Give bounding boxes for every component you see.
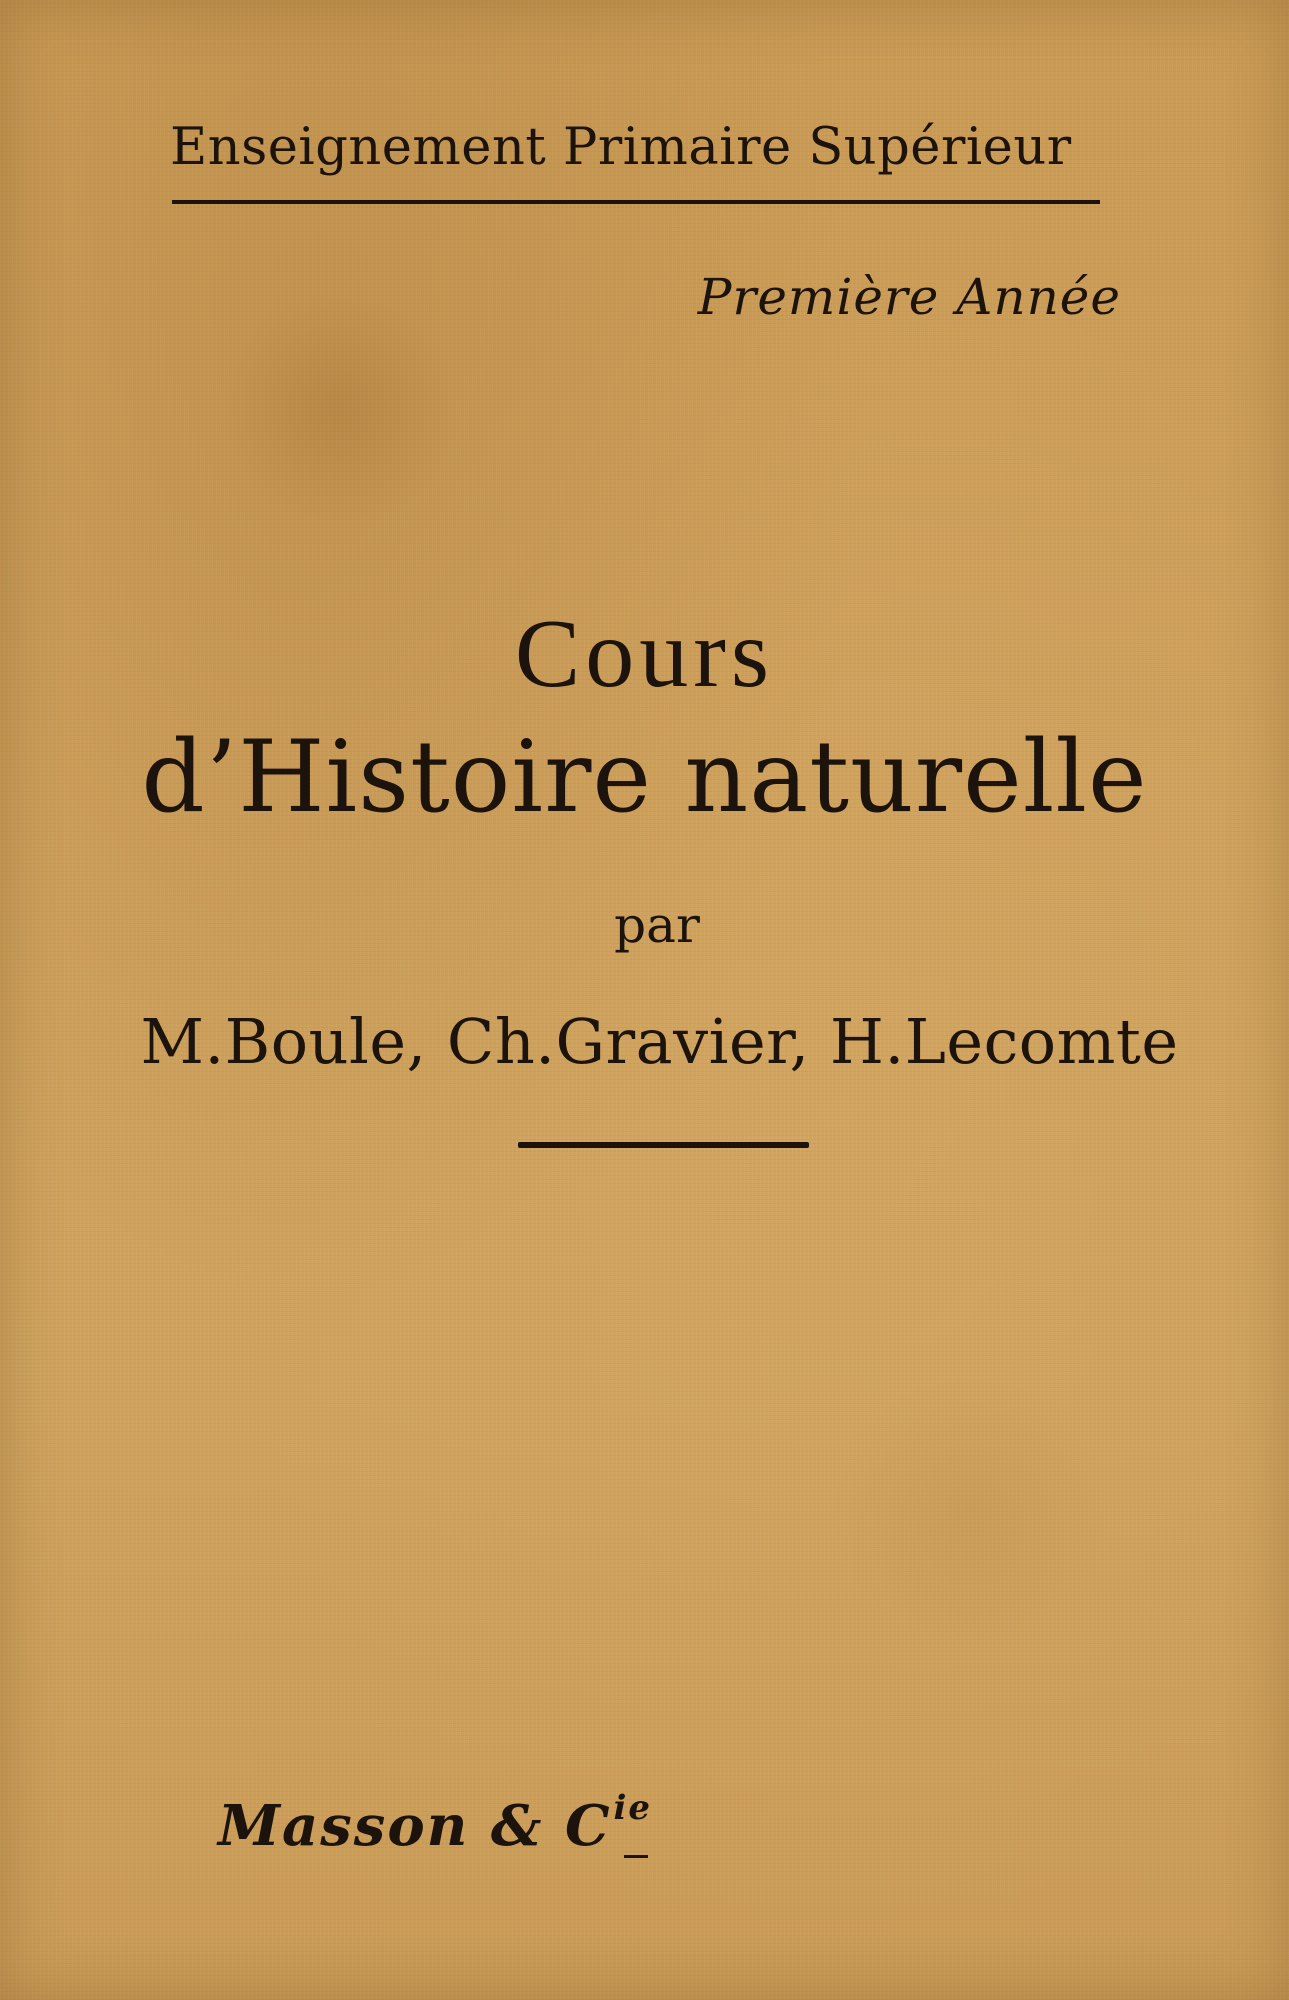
publisher-superscript: ie <box>613 1788 653 1828</box>
series-heading: Enseignement Primaire Supérieur <box>170 118 1072 177</box>
publisher-imprint <box>218 1788 652 1859</box>
divider-rule <box>518 1142 809 1148</box>
top-rule <box>172 200 1100 204</box>
book-title-line-2: d’Histoire naturelle <box>141 720 1148 835</box>
year-label: Première Année <box>697 268 1121 326</box>
authors-line: M.Boule, Ch.Gravier, H.Lecomte <box>140 1005 1179 1078</box>
by-label: par <box>614 896 700 954</box>
cover-stain <box>210 300 470 520</box>
cover-stain <box>820 1380 1120 1640</box>
book-title-line-1: Cours <box>514 600 775 708</box>
publisher-name: Masson & C <box>218 1793 612 1859</box>
